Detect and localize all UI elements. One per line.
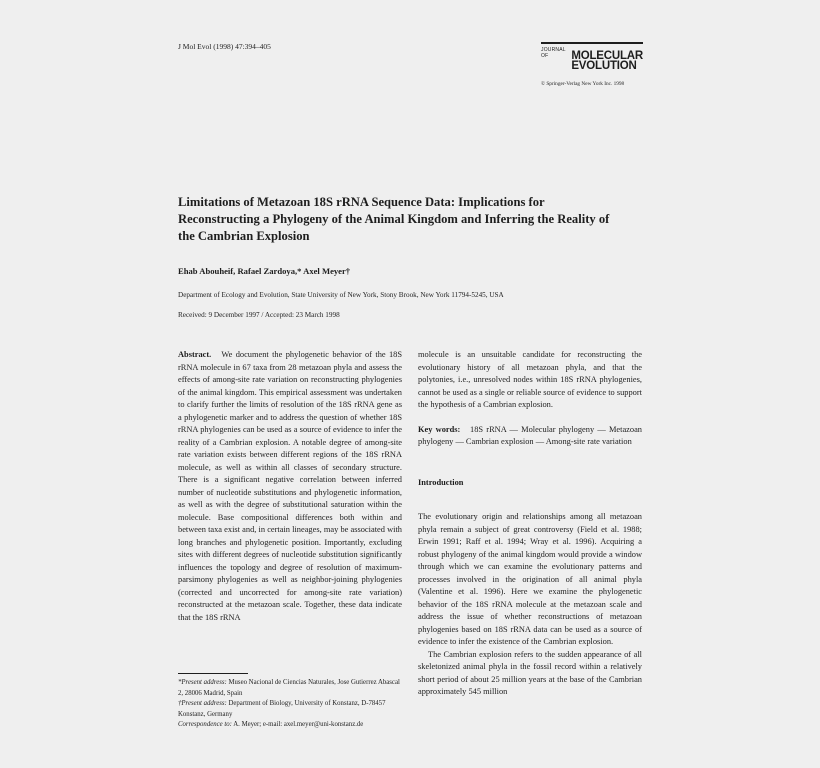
logo-rule — [541, 42, 643, 44]
logo-line-2: EVOLUTION — [571, 60, 637, 72]
footnote-item — [178, 699, 402, 720]
footnotes — [178, 678, 402, 731]
footnote-label: †Present address: — [178, 700, 227, 708]
footnote-text: Museo Nacional de Ciencias Naturales, Jose Gutierrez Abascal 2, 28006 Madrid, Spain — [178, 679, 400, 697]
footnote-item — [178, 678, 402, 699]
introduction-paragraph-1: The evolutionary origin and relationships among all metazoan phyla remain a subject of great controversy (Field et al. 1988; Erwin 1991; Raff et al. 1994; Wray et al. 1996). Acquiring a robust phylogeny of the animal kingdom would provide a window through which we can examine the evolutionary patterns and processes involved in the origination of all animal phyla (Valentine et al. 1996). Here we examine the phylogenetic behavior of the 18S rRNA molecule at the metazoan scale and address the issue of whether reconstructions of metazoan phylogenies based on 18S rRNA data can be used as a source of evidence to infer the existence of the Cambrian explosion. — [418, 512, 642, 646]
footnote-label: *Present address: — [178, 679, 227, 686]
journal-reference: J Mol Evol (1998) 47:394–405 — [178, 42, 271, 51]
abstract-label: Abstract. — [178, 350, 212, 359]
article-title: Limitations of Metazoan 18S rRNA Sequence Data: Implications for Reconstructing a Phylogeny of the Animal Kingdom and Inferring the Reality of the Cambrian Explosion — [178, 195, 610, 243]
article-authors: Ehab Abouheif, Rafael Zardoya,* Axel Meyer† — [178, 266, 351, 276]
footnote-text: Department of Biology, University of Konstanz, D-78457 Konstanz, Germany — [178, 700, 386, 718]
keywords-paragraph — [418, 424, 642, 449]
introduction-heading: Introduction — [418, 477, 464, 487]
logo-prefix: JOURNAL OF — [541, 47, 566, 59]
footnote-text: A. Meyer; e-mail: axel.meyer@uni-konstanz.de — [231, 721, 364, 729]
abstract-text: We document the phylogenetic behavior of the 18S rRNA molecule in 67 taxa from 28 metazoan phyla and assess the effects of among-site rate variation on reconstructing phylogenies of the animal kingdom. This empirical assessment was undertaken to clarify further the limits of resolution of the 18S rRNA gene as a phylogenetic marker and to address the question of whether 18S rRNA phylogenies can be used as a source of evidence to infer the reality of a Cambrian explosion. A notable degree of among-site rate variation exists between different regions of the 18S rRNA molecule, as well as within all classes of secondary structure. There is a significant negative correlation between inferred number of nucleotide substitutions and phylogenetic information, as well as with the degree of substitutional saturation within the molecule. Base compositional differences both within and between taxa exist and, in certain lineages, may be associated with long branches and phylogenetic position. Importantly, excluding sites with different degrees of nucleotide substitution significantly influences the topology and degree of resolution of maximum-parsimony phylogenies as well as neighbor-joining phylogenies (corrected and uncorrected for among-site rate variation) reconstructed at the metazoan scale. Together, these data indicate that the 18S rRNA — [178, 350, 402, 622]
received-dates: Received: 9 December 1997 / Accepted: 23 March 1998 — [178, 311, 340, 319]
journal-logo — [541, 42, 643, 71]
left-column — [178, 349, 402, 624]
footnote-divider — [178, 673, 248, 674]
introduction-paragraph-2: The Cambrian explosion refers to the sudden appearance of all skeletonized animal phyla in the fossil record within a relatively short period of about 25 million years at the base of the Cambrian approximately 545 million — [418, 649, 642, 696]
logo-line-1: MOLECULAR — [571, 50, 643, 62]
footnote-label: Correspondence to: — [178, 721, 232, 729]
keywords-label: Key words: — [418, 424, 461, 434]
abstract-paragraph — [178, 349, 402, 624]
author-affiliation: Department of Ecology and Evolution, State University of New York, Stony Brook, New York 11794-5245, USA — [178, 291, 504, 299]
right-column — [418, 349, 642, 699]
keywords-text: 18S rRNA — Molecular phylogeny — Metazoan phylogeny — Cambrian explosion — Among-site rate variation — [418, 424, 642, 446]
footnote-item — [178, 720, 402, 731]
abstract-continued: molecule is an unsuitable candidate for reconstructing the evolutionary history of all metazoan phyla, and that the polytonies, i.e., unresolved nodes within 18S rRNA phylogenies, cannot be used as a single or reliable source of evidence to support the hypothesis of a Cambrian explosion. — [418, 350, 642, 409]
copyright-notice: © Springer-Verlag New York Inc. 1998 — [541, 81, 625, 87]
